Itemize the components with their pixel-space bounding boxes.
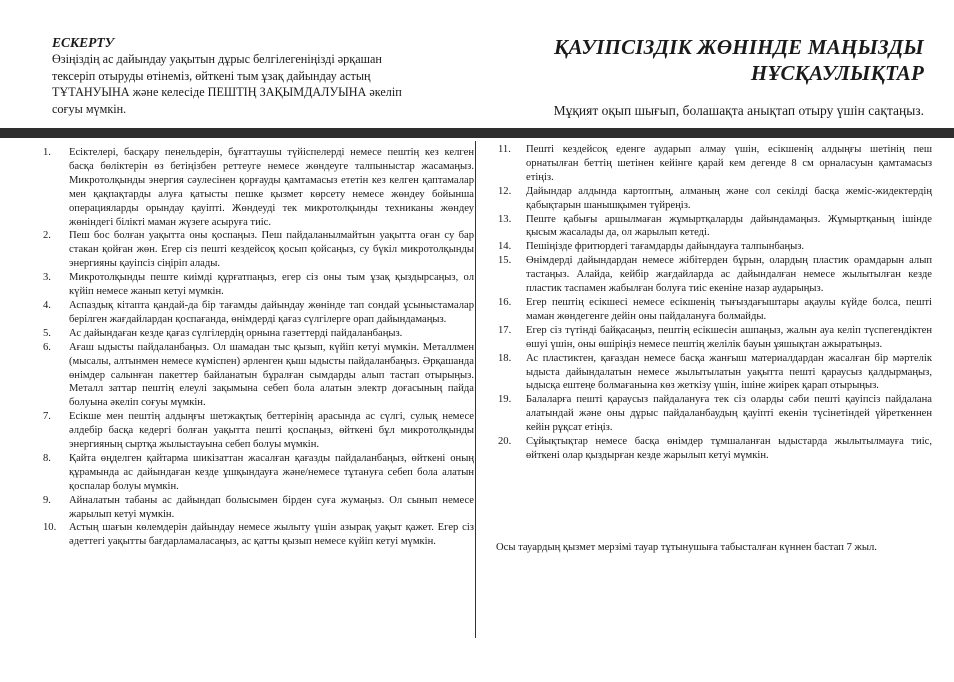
service-life-note: Осы тауардың қызмет мерзімі тауар тұтынушыға табысталған күннен бастап 7 жыл. bbox=[496, 542, 877, 553]
instruction-item bbox=[496, 435, 932, 463]
warning-title: ЕСКЕРТУ bbox=[52, 35, 115, 50]
instructions-right-column bbox=[496, 143, 932, 463]
instruction-number: 3. bbox=[43, 272, 51, 284]
instructions-left-column bbox=[40, 146, 474, 549]
header-divider-bar bbox=[0, 128, 954, 138]
instruction-number: 14. bbox=[498, 241, 512, 253]
instruction-number: 16. bbox=[498, 296, 512, 308]
page-title-line-2: НҰСҚАУЛЫҚТАР bbox=[750, 61, 924, 85]
instruction-item bbox=[40, 521, 474, 549]
instruction-text: Балаларға пешті қараусыз пайдалануға тек сіз оларды сәби пешті қауіпсіз пайдалана алатындай және оны дұрыс пайдаланбаудың қауіпті екенін түсінетіндей үйреткеннен кейін рұқсат етіңіз. bbox=[526, 394, 932, 434]
instruction-item bbox=[496, 352, 932, 394]
instruction-text: Өнімдерді дайындардан немесе жібітерден бұрын, олардың пластик орамдарын алып тастаңыз. Алайда, кейбір жағдайларда ас дайындалған немесе жылытылған кезде пластик таспамен жабылған болуға тиіс екеніне назар аударыңыз. bbox=[526, 255, 932, 295]
instruction-text: Астың шағын көлемдерін дайындау немесе жылыту үшін азырақ уақыт қажет. Егер сіз әдеттегі уақытты бағдарламаласаңыз, ас қатты қызып немесе күйіп кетуі мүмкін. bbox=[69, 522, 474, 548]
instruction-text: Айналатын табаны ас дайындап болысымен бірден суға жумаңыз. Ол сынып немесе жарылып кетуі мүмкін. bbox=[69, 494, 474, 520]
instruction-text: Егер сіз түтінді байқасаңыз, пештің есікшесін ашпаңыз, жалын ауа келіп түспегендіктен өшуі үшін, оны өшіріңіз немесе пештің желілік бауын ұяшықтан ажыратыңыз. bbox=[526, 324, 932, 350]
instruction-item bbox=[40, 494, 474, 522]
instruction-number: 17. bbox=[498, 324, 512, 336]
instruction-number: 18. bbox=[498, 352, 512, 364]
instruction-item bbox=[40, 271, 474, 299]
instruction-text: Пешіңізде фритюрдегі тағамдарды дайындауға талпынбаңыз. bbox=[526, 241, 805, 253]
instruction-text: Пеште қабығы аршылмаған жұмыртқаларды дайындамаңыз. Жұмыртқаның ішінде қысым жасалады да, ол жарылып кетеді. bbox=[526, 213, 932, 239]
instruction-number: 1. bbox=[43, 147, 51, 158]
instruction-text: Пеш бос болған уақытта оны қоспаңыз. Пеш пайдаланылмайтын уақытта оған су бар стакан қойған жөн. Егер сіз пешті кездейсоқ қосып қойсаңыз, су бүкіл микротолқынды энергияны қауіпсіз сіңіріп алады. bbox=[69, 230, 474, 270]
instruction-item bbox=[40, 452, 474, 494]
instruction-item bbox=[496, 254, 932, 296]
instruction-number: 20. bbox=[498, 436, 512, 448]
instruction-item bbox=[40, 341, 474, 411]
warning-text: Өзіңіздің ас дайындау уақытын дұрыс белгілегеніңізді әрқашан тексеріп отыруды өтінеміз, өйткені тым ұзақ дайындау астың ТҰТАНУЫНА және келесіде ПЕШТІҢ ЗАҚЫМДАЛУЫНА әкеліп соғуы мүмкін. bbox=[52, 52, 402, 116]
page-subtitle: Мұқият оқып шығып, болашақта анықтап отыру үшін сақтаңыз. bbox=[553, 103, 924, 118]
instruction-item bbox=[40, 146, 474, 229]
instruction-item bbox=[496, 143, 932, 185]
instruction-text: Қайта өңделген қайтарма шикізаттан жасалған қағазды пайдаланбаңыз, өйткені оның құрамында ас дайындаған кезде ұшқындауға және/немесе тұтануға себеп бола алатын қоспалар болуы мүмкін. bbox=[69, 452, 474, 492]
instruction-number: 9. bbox=[43, 494, 51, 506]
instruction-item bbox=[40, 299, 474, 327]
instruction-text: Есікше мен пештің алдыңғы шетжақтық беттерінің арасында ас сүлгі, сулық немесе әлдебір басқа кедергі болған уақытта пешті қоспаңыз, өйткені бұл микротолқынды энергияның сыртқа жылыстауына себеп болуы мүмкін. bbox=[69, 411, 474, 451]
instruction-item bbox=[496, 296, 932, 324]
instruction-number: 2. bbox=[43, 230, 51, 242]
instruction-item bbox=[40, 229, 474, 271]
instruction-item bbox=[496, 324, 932, 352]
instruction-number: 13. bbox=[498, 213, 512, 225]
instruction-number: 12. bbox=[498, 185, 512, 197]
instruction-text: Есіктелері, басқару пенельдерін, бұғаттаушы түйіспелерді немесе пештің кез келген басқа бөліктерін өз бетіңізбен реттеуге немесе жөндеуге талпыныстар жасамаңыз. Микротолқынды энергия сәулесінен қорғауды қамтамасыз ететін кез келген қаптамалар мен қақпақтарды алуға қатысты пешке қызмет көрсету немесе жөндеу бойынша операцияларды орындау қауіпті. Жөндеуді тек микротолқынды техниканы жөндеу жөніндегі білікті маман жүзеге асыруға тиіс. bbox=[69, 147, 474, 228]
instruction-text: Сұйықтықтар немесе басқа өнімдер тұмшаланған ыдыстарда жылытылмауға тиіс, өйткені олар қыздырған кезде жарылып кетуі мүмкін. bbox=[526, 436, 932, 461]
instruction-text: Ағаш ыдысты пайдаланбаңыз. Ол шамадан тыс қызып, күйіп кетуі мүмкін. Металлмен (мысалы, алтынмен немесе күміспен) әрленген қыш ыдысты пайдаланбаңыз. Әрқашанда өнімдер салынған пакеттер байланатын бұралған сымдарды алып тастап отырыңыз. Металл заттар пештің елеулі зақымына себеп бола алатын электр доғасының пайда болуына әкеліп соғуы мүмкін. bbox=[69, 341, 474, 409]
page-title bbox=[484, 34, 924, 86]
instruction-item bbox=[496, 240, 932, 254]
column-divider bbox=[475, 141, 476, 638]
instruction-number: 19. bbox=[498, 394, 512, 406]
instruction-text: Ас дайындаған кезде қағаз сүлгілердің орнына газеттерді пайдаланбаңыз. bbox=[69, 327, 403, 339]
instruction-number: 15. bbox=[498, 255, 512, 267]
instruction-number: 5. bbox=[43, 327, 51, 339]
instruction-number: 4. bbox=[43, 299, 51, 311]
instruction-item bbox=[40, 327, 474, 341]
instruction-text: Егер пештің есікшесі немесе есікшенің тығыздағыштары ақаулы күйде болса, пешті маман жөндегенге дейін оны пайдалануға болмайды. bbox=[526, 296, 932, 322]
instruction-item bbox=[496, 393, 932, 435]
instruction-text: Микротолқынды пеште киімді құрғатпаңыз, егер сіз оны тым ұзақ қыздырсаңыз, ол күйіп немесе жанып кетуі мүмкін. bbox=[69, 272, 474, 298]
instruction-text: Пешті кездейсоқ еденге аударып алмау үшін, есікшенің алдыңғы шетінің пеш орнатылған беттің шетінен кейінге қарай кем дегенде 8 см орналасуын қамтамасыз етіңіз. bbox=[526, 144, 932, 183]
instruction-item bbox=[496, 185, 932, 213]
warning-block bbox=[52, 35, 422, 117]
instruction-text: Ас пластиктен, қағаздан немесе басқа жанғыш материалдардан жасалған бір мәртелік ыдыста дайындалатын немесе жылытылатын уақытта пешті қараусыз қалдырмаңыз, ыдысқа ештеңе болмағанына көз жеткізу үшін, ішіне жиірек қарап отырыңыз. bbox=[526, 352, 932, 392]
instruction-number: 10. bbox=[43, 522, 57, 534]
instruction-item bbox=[496, 213, 932, 241]
instruction-text: Дайындар алдында картоптың, алманың және сол секілді басқа жеміс-жидектердің қабықтарын шанышқымен түйреңіз. bbox=[526, 185, 932, 211]
instruction-number: 8. bbox=[43, 452, 51, 464]
instruction-number: 11. bbox=[498, 144, 511, 155]
page-title-line-1: ҚАУІПСІЗДІК ЖӨНІНДЕ МАҢЫЗДЫ bbox=[554, 35, 924, 59]
instruction-number: 6. bbox=[43, 341, 51, 353]
instruction-number: 7. bbox=[43, 411, 51, 423]
instruction-item bbox=[40, 410, 474, 452]
instruction-text: Аспаздық кітапта қандай-да бір тағамды дайындау жөнінде тап сондай ұсыныстамалар берілген жағдайлардан қоспағанда, өнімдерді қағаз сүлгілерге орап дайындамаңыз. bbox=[69, 299, 474, 325]
